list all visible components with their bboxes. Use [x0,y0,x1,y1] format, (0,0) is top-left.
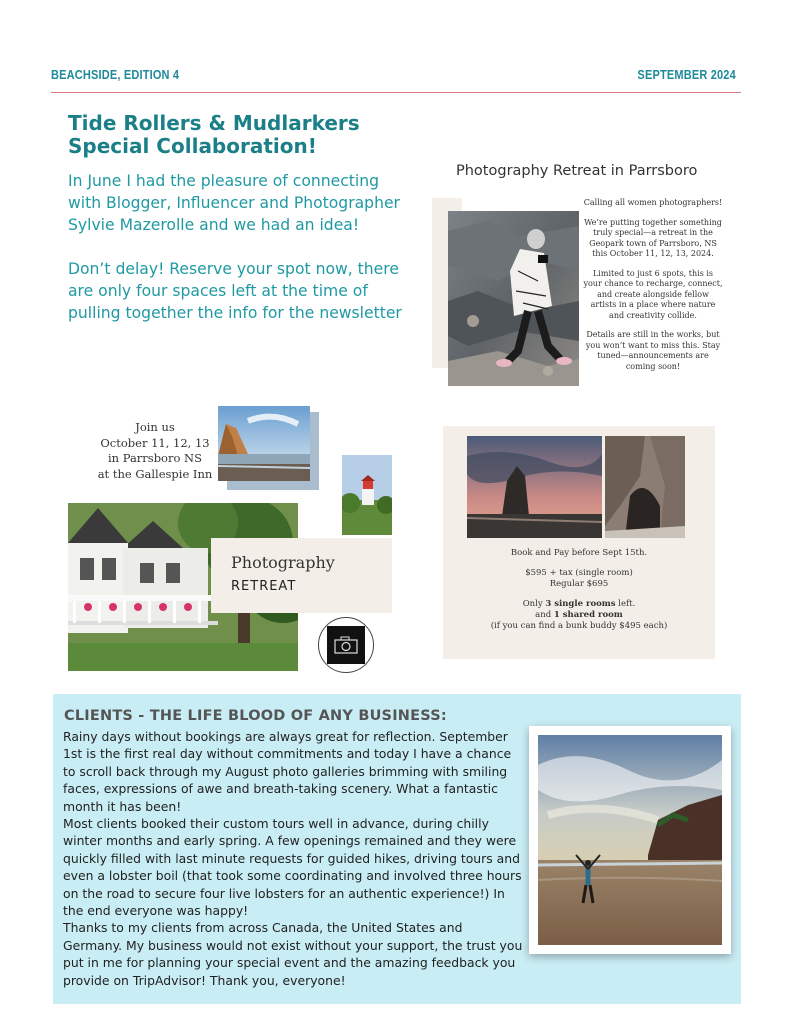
availability-single-bold: 3 single rooms [545,599,616,609]
price-deadline: Book and Pay before Sept 15th. [510,548,648,558]
retreat-p3: Limited to just 6 spots, this is your chance to recharge, connect, and create alongside fellow artists in a place where nature and creativity collide. [583,268,723,320]
availability-single-post: left. [615,599,636,609]
join-line3: in Parrsboro NS [107,451,203,465]
cliff-cave-photo [605,436,685,538]
photographer-hiking-photo [448,211,579,386]
clients-section [53,694,741,1004]
feature-title-line2: Special Collaboration! [68,134,317,158]
shared-price: (if you can find a bunk buddy $495 each) [490,621,668,631]
date-label: SEPTEMBER 2024 [637,68,736,82]
retreat-description [583,198,723,372]
intro-paragraph-2: Don’t delay! Reserve your spot now, there are only four spaces left at the time of pulling together the info for the newsletter [68,260,402,322]
sea-stack-sunset-photo [467,436,602,538]
camera-logo [318,617,374,673]
feature-title [68,112,398,158]
availability-shared-bold: 1 shared room [553,610,623,620]
promo-line2: RETREAT [231,579,297,594]
clients-paragraph-1: Rainy days without bookings are always great for reflection. September 1st is the first real day without commitments and today I have a chance to scroll back through my August photo galleries brimming with smiling faces, expressions of awe and breath-taking scenery. What a fantastic month it has been! [63,729,512,814]
retreat-promo-card [211,538,392,613]
clients-paragraph-3: Thanks to my clients from across Canada, the United States and Germany. My business would not exist without your support, the trust you put in me for planning your special event and the amazing feedback you provide on TripAdvisor! Thank you, everyone! [63,920,523,988]
price-regular: Regular $695 [549,579,609,589]
intro-paragraph-1: In June I had the pleasure of connecting with Blogger, Influencer and Photographer Sylvie Mazerolle and we had an idea! [68,172,400,234]
availability-single-pre: Only [522,599,546,609]
pricing-details [443,548,715,632]
retreat-p4: Details are still in the works, but you won’t want to miss this. Stay tuned—announcements are coming soon! [585,330,721,371]
join-line1: Join us [135,420,175,434]
join-us-text [80,420,230,482]
promo-line1: Photography [231,553,335,572]
header-divider [51,92,741,93]
availability-shared [443,610,715,621]
clients-body [63,728,523,989]
join-line2: October 11, 12, 13 [100,435,210,450]
availability-single [443,599,715,610]
camera-icon [327,626,365,664]
join-line4: at the Gallespie Inn [97,466,213,481]
retreat-heading: Photography Retreat in Parrsboro [456,163,698,179]
retreat-p2: We’re putting together something truly special—a retreat in the Geopark town of Parrsboro, NS this October 11, 12, 13, 2024. [584,217,722,258]
pricing-card [443,426,715,659]
lighthouse-photo [342,455,392,535]
clients-heading: CLIENTS - THE LIFE BLOOD OF ANY BUSINESS: [64,708,447,724]
edition-label: BEACHSIDE, EDITION 4 [51,68,180,82]
availability-shared-pre: and [535,610,554,620]
retreat-p1: Calling all women photographers! [583,198,723,207]
clients-paragraph-2: Most clients booked their custom tours well in advance, during chilly winter months and early spring. A few openings remained and they were quickly filled with last minute requests for guided hikes, driving tours and even a lobster boil (that took some coordinating and involved three hours on the road to secure four live lobsters for an authentic experience!) In the end everyone was happy! [63,816,522,919]
happy-client-beach-photo [538,735,722,945]
feature-intro [68,170,403,324]
feature-title-line1: Tide Rollers & Mudlarkers [68,111,360,135]
price-early: $595 + tax (single room) [525,568,633,578]
cliff-beach-photo [218,406,310,481]
beach-polaroid [529,726,731,954]
